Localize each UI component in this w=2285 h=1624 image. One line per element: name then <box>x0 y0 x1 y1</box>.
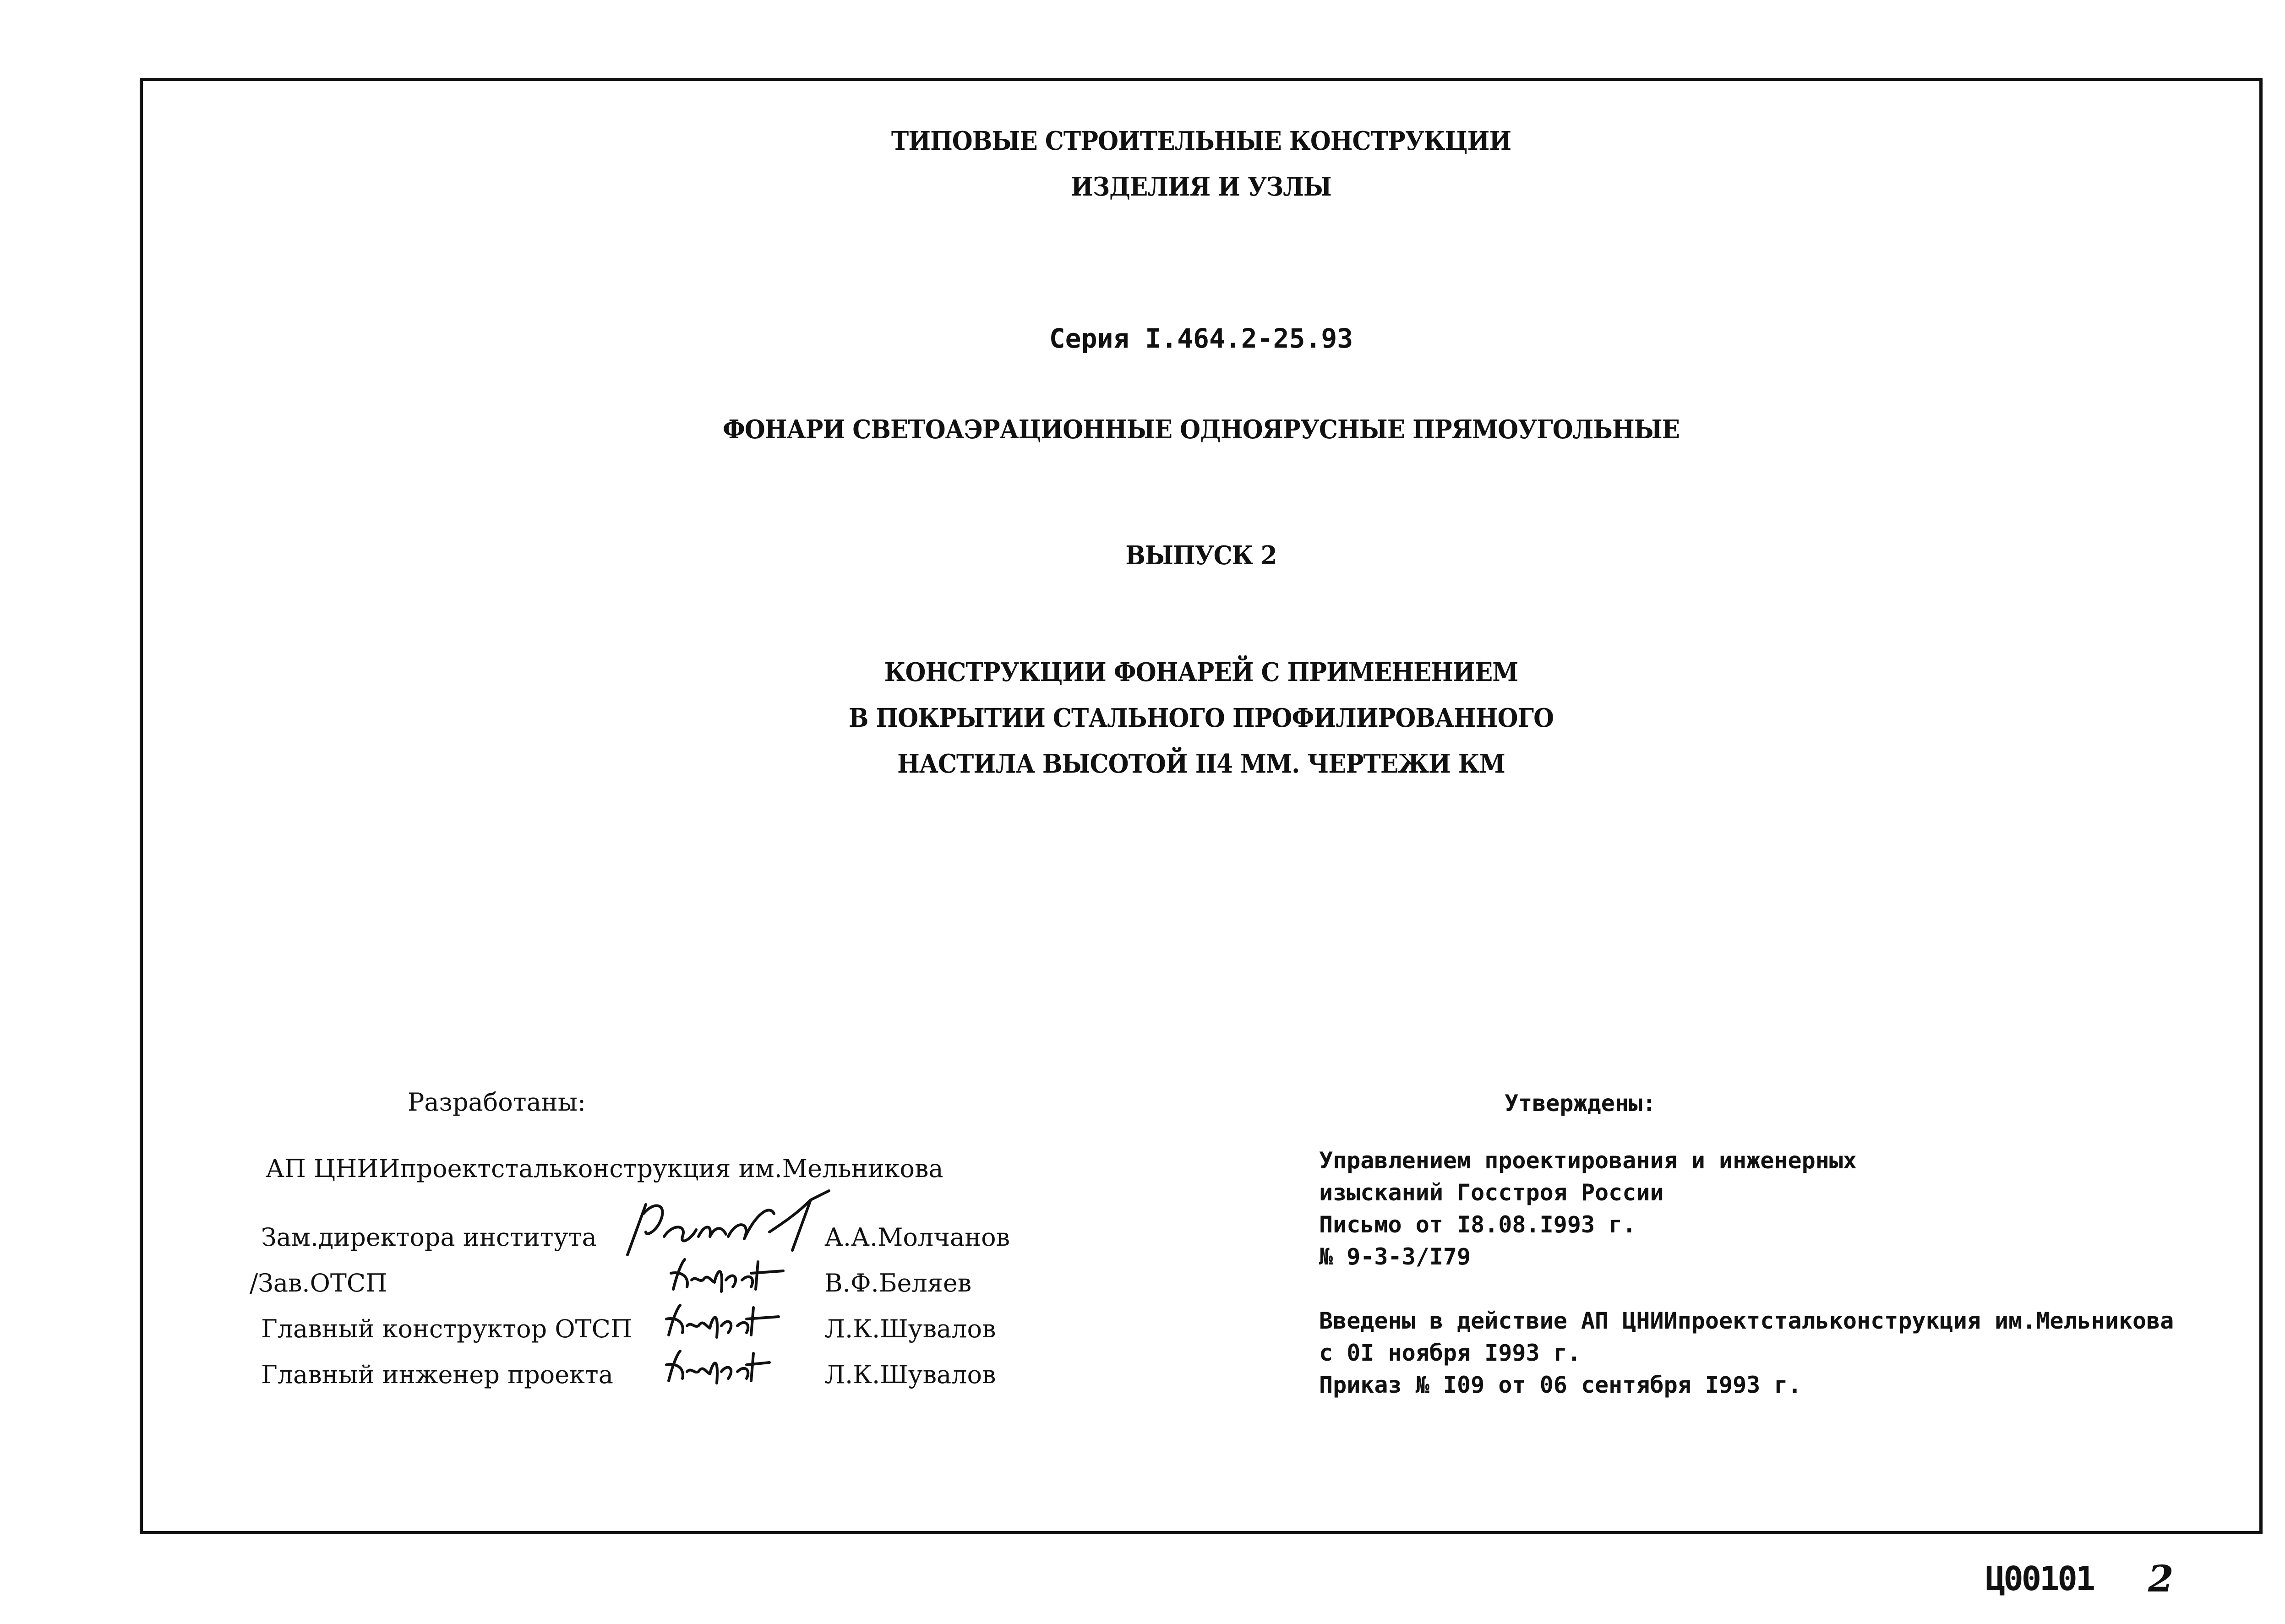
staff-name-3: Л.К.Шувалов <box>824 1314 996 1343</box>
enacted-line-3: Приказ № I09 от 06 сентября I993 г. <box>1319 1372 1802 1398</box>
series-number: Серия I.464.2-25.93 <box>1049 323 1353 354</box>
developed-heading: Разработаны: <box>408 1088 586 1117</box>
subtitle-line-3: НАСТИЛА ВЫСОТОЙ II4 ММ. ЧЕРТЕЖИ КМ <box>897 749 1505 779</box>
approved-line-2: изысканий Госстроя России <box>1319 1179 1664 1206</box>
staff-position-3: Главный конструктор ОТСП <box>261 1314 633 1343</box>
approved-line-4: № 9-3-3/I79 <box>1319 1243 1471 1270</box>
staff-name-4: Л.К.Шувалов <box>824 1360 996 1389</box>
header-line-2: ИЗДЕЛИЯ И УЗЛЫ <box>1071 172 1331 202</box>
issue-number: ВЫПУСК 2 <box>1125 540 1277 571</box>
header-line-1: ТИПОВЫЕ СТРОИТЕЛЬНЫЕ КОНСТРУКЦИИ <box>891 126 1511 156</box>
staff-name-1: А.А.Молчанов <box>824 1223 1010 1252</box>
staff-position-4: Главный инженер проекта <box>261 1360 613 1389</box>
signature-shuvalov-2 <box>660 1344 797 1392</box>
signature-belyaev <box>664 1253 802 1300</box>
approved-line-1: Управлением проектирования и инженерных <box>1319 1147 1857 1174</box>
signature-shuvalov-1 <box>660 1298 797 1346</box>
document-code: Ц00101 <box>1985 1559 2094 1598</box>
subtitle-line-1: КОНСТРУКЦИИ ФОНАРЕЙ С ПРИМЕНЕНИЕМ <box>884 657 1518 687</box>
subtitle-line-2: В ПОКРЫТИИ СТАЛЬНОГО ПРОФИЛИРОВАННОГО <box>848 703 1554 733</box>
approved-heading: Утверждены: <box>1505 1090 1657 1117</box>
page-number: 2 <box>2148 1557 2174 1600</box>
document-title: ФОНАРИ СВЕТОАЭРАЦИОННЫЕ ОДНОЯРУСНЫЕ ПРЯМОУГОЛЬНЫЕ <box>722 414 1680 445</box>
staff-name-2: В.Ф.Беляев <box>824 1269 972 1297</box>
developer-organization: АП ЦНИИпроектстальконструкция им.Мельникова <box>266 1154 943 1183</box>
staff-position-1: Зам.директора института <box>261 1223 597 1252</box>
staff-position-2: /Зав.ОТСП <box>250 1269 387 1297</box>
enacted-line-1: Введены в действие АП ЦНИИпроектстальконструкция им.Мельникова <box>1319 1308 2174 1334</box>
enacted-line-2: с 0I ноября I993 г. <box>1319 1340 1581 1366</box>
approved-line-3: Письмо от I8.08.I993 г. <box>1319 1211 1636 1238</box>
